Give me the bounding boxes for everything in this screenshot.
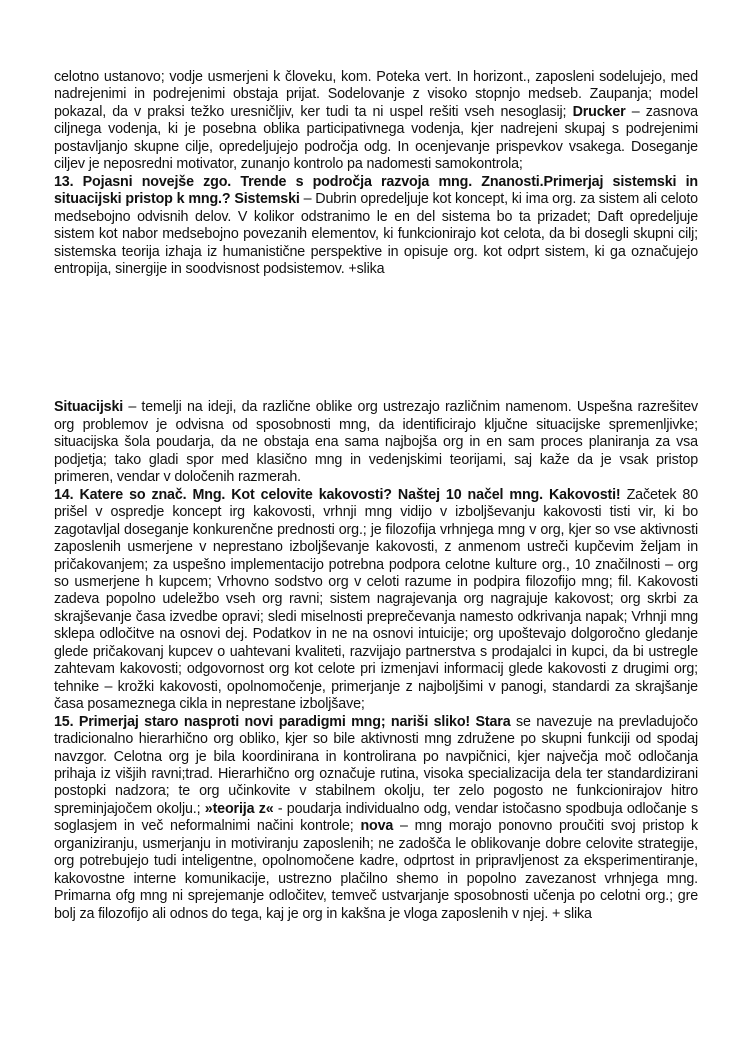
figure-placeholder (54, 278, 698, 399)
document-page (54, 69, 698, 923)
body-text: - poudarja individualno odg, vendar istočasno spodbuja odločanje s soglasjem in več neformalnimi načini kontrole; (54, 800, 698, 835)
body-text: Začetek 80 prišel v ospredje koncept irg kakovosti, vrhnji mng vidijo v izboljševanju kakovosti tisti vir, ki bo zagotavljal doseganje konkurenčne prednosti org.; je filozofija vrhnjega mng v org, kjer so vse aktivnosti zaposlenih usmerjene v neprestano izboljševanje kakovosti, z anmenom ustreči kupčevim željam in pričakovanjem; za uspešno implementacijo potrebna podpora celotne kulture org., 10 značilnosti – org so usmerjene h kupcem; Vrhovno sodstvo org v celoti razume in podpira filozofijo mng; fil. Kakovosti zadeva popolno udeležbo vseh org ravni; sistem nagrajevanja org nagrajuje kakovost; org skrbi za skrajševanje časa izvedbe opravi; sledi miselnosti preprečevanja namesto odkrivanja napak; Vrhnji mng sklepa odločitve na osnovi dej. Podatkov in ne na osnovi intuicije; org upoštevajo dolgoročno gledanje glede pričakovanj kupcev o uahtevani kvaliteti, razvijajo partnerstva s prodajalci in kupci, da bi ustregle zahtevam kakovosti; odgovornost org kot celote pri izmenjavi informacij glede kakovosti z drugimi org; tehnike – krožki kakovosti, opolnomočenje, primerjanje z najboljšimi v panogi, standardi za skrajšanje časa posameznega cikla in neprestane izboljšave; (54, 486, 698, 713)
paragraph-question-14 (54, 487, 698, 714)
paragraph-question-13 (54, 174, 698, 279)
question-15-heading: 15. Primerjaj staro nasproti novi paradigmi mng; nariši sliko! Stara (54, 713, 511, 730)
term-nova: nova (360, 818, 394, 835)
body-text: celotno ustanovo; vodje usmerjeni k človeku, kom. Poteka vert. In horizont., zaposleni sodelujejo, med nadrejenimi in podrejenimi obstaja prijat. Sodelovanje z visoko stopnjo medseb. Zaupanja; model pokazal, da v praksi težko uresničljiv, ker tudi ta ni uspel rešiti vseh nesoglasij; (54, 69, 698, 120)
question-14-heading: 14. Katere so znač. Mng. Kot celovite kakovosti? Naštej 10 načel mng. Kakovosti! (54, 486, 621, 503)
term-situacijski: Situacijski (54, 399, 124, 416)
body-text: – Dubrin opredeljuje kot koncept, ki ima org. za sistem ali celoto medsebojno odvisnih delov. V kolikor odstranimo le en del sistema bo ta prizadet; Daft opredeljuje sistem kot nabor medsebojno povezanih elementov, ki funkcionirajo kot celota, da bi dosegli skupni cilj; sistemska teorija izhaja iz humanistične perspektive in opisuje org. kot odprt sistem, ki ga označujejo entropija, sinergije in soodvisnost podsistemov. +slika (54, 191, 698, 277)
paragraph-question-15 (54, 714, 698, 923)
paragraph-participative-drucker (54, 69, 698, 174)
body-text: se navezuje na prevladujočo tradicionalno hierarhično org obliko, kjer so bile aktivnosti mng združene po skupni funkciji od spodaj navzgor. Celotna org je bila koordinirana in kontrolirana po navpičnici, kjer največja moč odločanja prihaja iz višjih ravni;trad. Hierarhično org označuje rutina, visoka specializacija dela ter standardizirani postopki nadzora; te org učinkovite v stabilnem okolju, ter zelo pogosto ne funkcionirajov hitro spreminjajočem okolju.; (54, 713, 698, 817)
term-drucker: Drucker (572, 103, 626, 120)
body-text: – zasnova ciljnega vodenja, ki je posebna oblika participativnega vodenja, kjer nadrejeni skupaj s podrejenimi postavljanjo skupne cilje, opredeljujejo področja odg. In ocenjevanje prispevkov vsakega. Doseganje ciljev je neposredni motivator, zunanjo kontrolo pa nadomesti samokontrola; (54, 103, 698, 173)
question-13-heading: 13. Pojasni novejše zgo. Trende s področja razvoja mng. Znanosti.Primerjaj sistemski in situacijski pristop k mng.? Sistemski (54, 173, 698, 208)
body-text: – mng morajo ponovno proučiti svoj pristop k organiziranju, usmerjanju in motiviranju zaposlenih; ne zadošča le oblikovanje dobre celovite strategije, org potrebujejo tudi inteligentne, opolnomočene kadre, odprtost in pripravljenost za eksperimentiranje, kakovostne interne komunikacije, ustrezno plačilno shemo in popolno zavezanost vrhnjega mng. Primarna ofg mng ni sprejemanje odločitev, temveč ustvarjanje sposobnosti učenja po celotni org.; gre bolj za filozofijo ali odnos do tega, kaj je org in kakšna je vloga zaposlenih v njej. + slika (54, 818, 698, 922)
term-teorija-z: »teorija z« (204, 800, 274, 817)
paragraph-situacijski (54, 399, 698, 486)
body-text: – temelji na ideji, da različne oblike org ustrezajo različnim namenom. Uspešna razrešitev org problemov je odvisna od sposobnosti mng, da identificirajo ključne situacijske spremenljivke; situacijska šola poudarja, da ne obstaja ena sama najbojša org in en sam proces planiranja za vsa podjetja; tako gladi spor med klasično mng in vedenjskimi teorijami, saj kaže da je vsak pristop primeren, vendar v določenih razmerah. (54, 399, 698, 486)
